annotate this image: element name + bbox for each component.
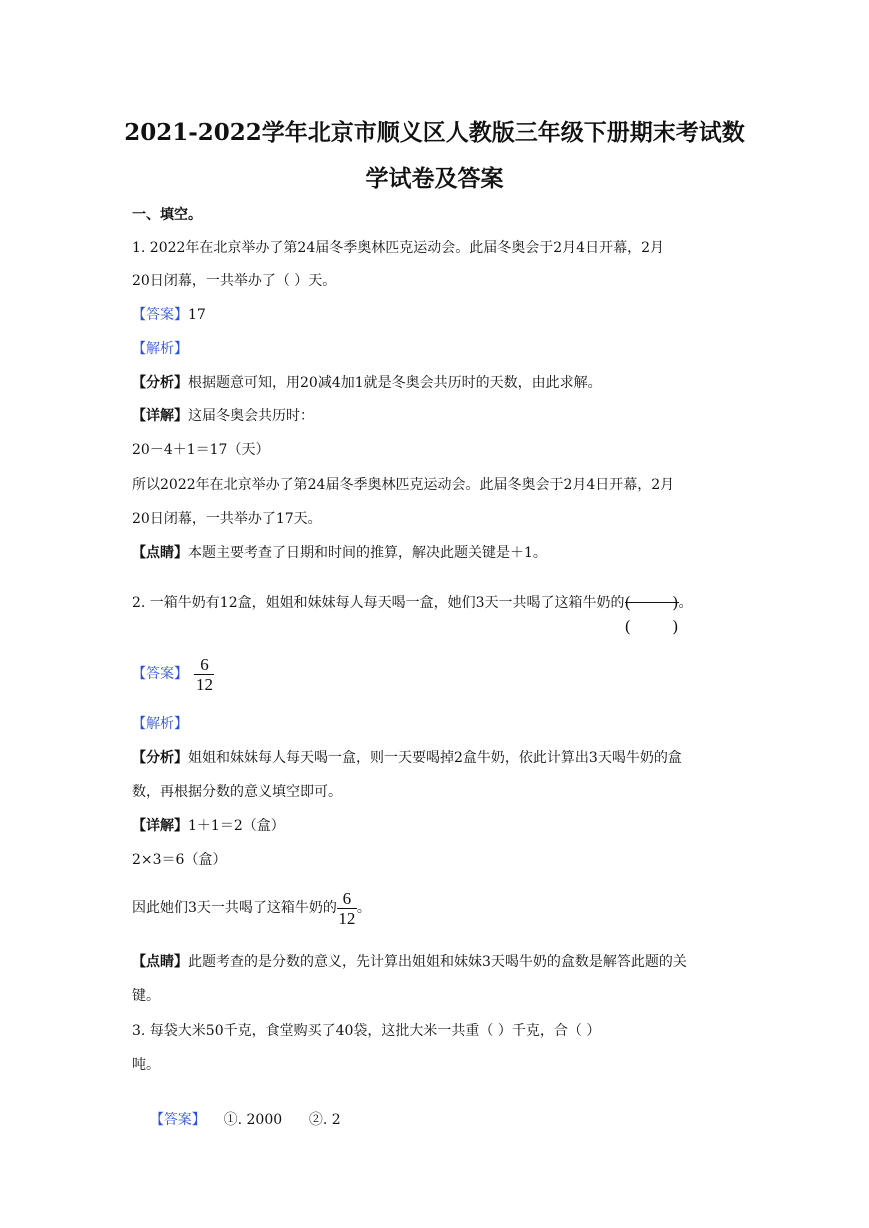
q1-fenxi	[132, 373, 602, 393]
fraction-numerator: 6	[342, 888, 352, 908]
blank-fraction	[624, 580, 679, 636]
title-line-2: 学试卷及答案	[365, 165, 504, 192]
q1-xiangjie	[132, 406, 314, 426]
q2-conclusion	[132, 886, 371, 930]
answer-tag: 【答案】	[132, 666, 188, 682]
fenxi-tag: 【分析】	[132, 375, 188, 391]
q2-text-main: 2. 一箱牛奶有12盒，姐姐和妹妹每人每天喝一盒，她们3天一共喝了这箱牛奶的	[132, 595, 625, 611]
answer-fraction	[194, 655, 214, 694]
q3-answer	[132, 1090, 341, 1150]
q2-fenxi-line-1	[132, 748, 682, 768]
dianjing-tag: 【点睛】	[132, 954, 188, 970]
q2-fenxi-line-2: 数，再根据分数的意义填空即可。	[132, 784, 342, 800]
q2-xiangjie	[132, 816, 285, 836]
blank-denominator: ( )	[624, 617, 679, 636]
blank-numerator: ( )	[624, 593, 679, 612]
q2-text	[132, 580, 693, 636]
q1-text-line-2: 20日闭幕，一共举办了（ ）天。	[132, 273, 337, 289]
xiangjie-tag: 【详解】	[132, 408, 188, 424]
xiangjie-tag: 【详解】	[132, 818, 188, 834]
answer-value: 17	[188, 307, 206, 323]
answer-value: ①. 2000 ②. 2	[205, 1112, 341, 1128]
fenxi-text: 姐姐和妹妹每人每天喝一盒，则一天要喝掉2盒牛奶，依此计算出3天喝牛奶的盒	[188, 750, 682, 766]
q3-text-line-2: 吨。	[132, 1057, 160, 1073]
title-line-1: 2021-2022学年北京市顺义区人教版三年级下册期末考试数	[124, 119, 745, 146]
conclusion-fraction	[337, 889, 357, 928]
fraction-denominator: 12	[338, 908, 356, 928]
answer-tag: 【答案】	[149, 1112, 206, 1128]
q1-calc: 20－4＋1＝17（天）	[132, 442, 270, 458]
dianjing-tag: 【点睛】	[132, 545, 188, 561]
q1-dianjing	[132, 543, 547, 563]
q1-text-line-1: 1. 2022年在北京举办了第24届冬季奥林匹克运动会。此届冬奥会于2月4日开幕，2月	[132, 240, 664, 256]
fraction-bar	[625, 602, 679, 603]
xiangjie-calc: 1＋1＝2（盒）	[188, 818, 285, 834]
fenxi-tag: 【分析】	[132, 750, 188, 766]
q2-end: 。	[678, 595, 693, 611]
section-heading: 一、填空。	[132, 207, 202, 223]
q2-calc-2: 2×3＝6（盒）	[132, 852, 227, 868]
dianjing-text: 本题主要考查了日期和时间的推算，解决此题关键是＋1。	[188, 545, 547, 561]
fraction-denominator: 12	[195, 674, 213, 694]
q2-dianjing-line-1	[132, 952, 687, 972]
q1-conclusion-line-1: 所以2022年在北京举办了第24届冬季奥林匹克运动会。此届冬奥会于2月4日开幕，2月	[132, 477, 675, 493]
q2-dianjing-line-2: 键。	[132, 988, 160, 1004]
q1-answer	[132, 305, 206, 325]
fenxi-text: 根据题意可知，用20减4加1就是冬奥会共历时的天数，由此求解。	[188, 375, 602, 391]
conclusion-end: 。	[356, 900, 371, 916]
q3-text-line-1: 3. 每袋大米50千克，食堂购买了40袋，这批大米一共重（ ）千克，合（ ）	[132, 1023, 601, 1039]
q1-conclusion-line-2: 20日闭幕，一共举办了17天。	[132, 511, 322, 527]
conclusion-text: 因此她们3天一共喝了这箱牛奶的	[132, 900, 337, 916]
fraction-numerator: 6	[200, 654, 209, 674]
answer-tag: 【答案】	[132, 307, 188, 323]
q2-analysis-tag: 【解析】	[132, 716, 188, 732]
xiangjie-text: 这届冬奥会共历时：	[188, 408, 314, 424]
q1-analysis-tag: 【解析】	[132, 341, 188, 357]
dianjing-text: 此题考查的是分数的意义，先计算出姐姐和妹妹3天喝牛奶的盒数是解答此题的关	[188, 954, 687, 970]
q2-answer	[132, 652, 214, 696]
